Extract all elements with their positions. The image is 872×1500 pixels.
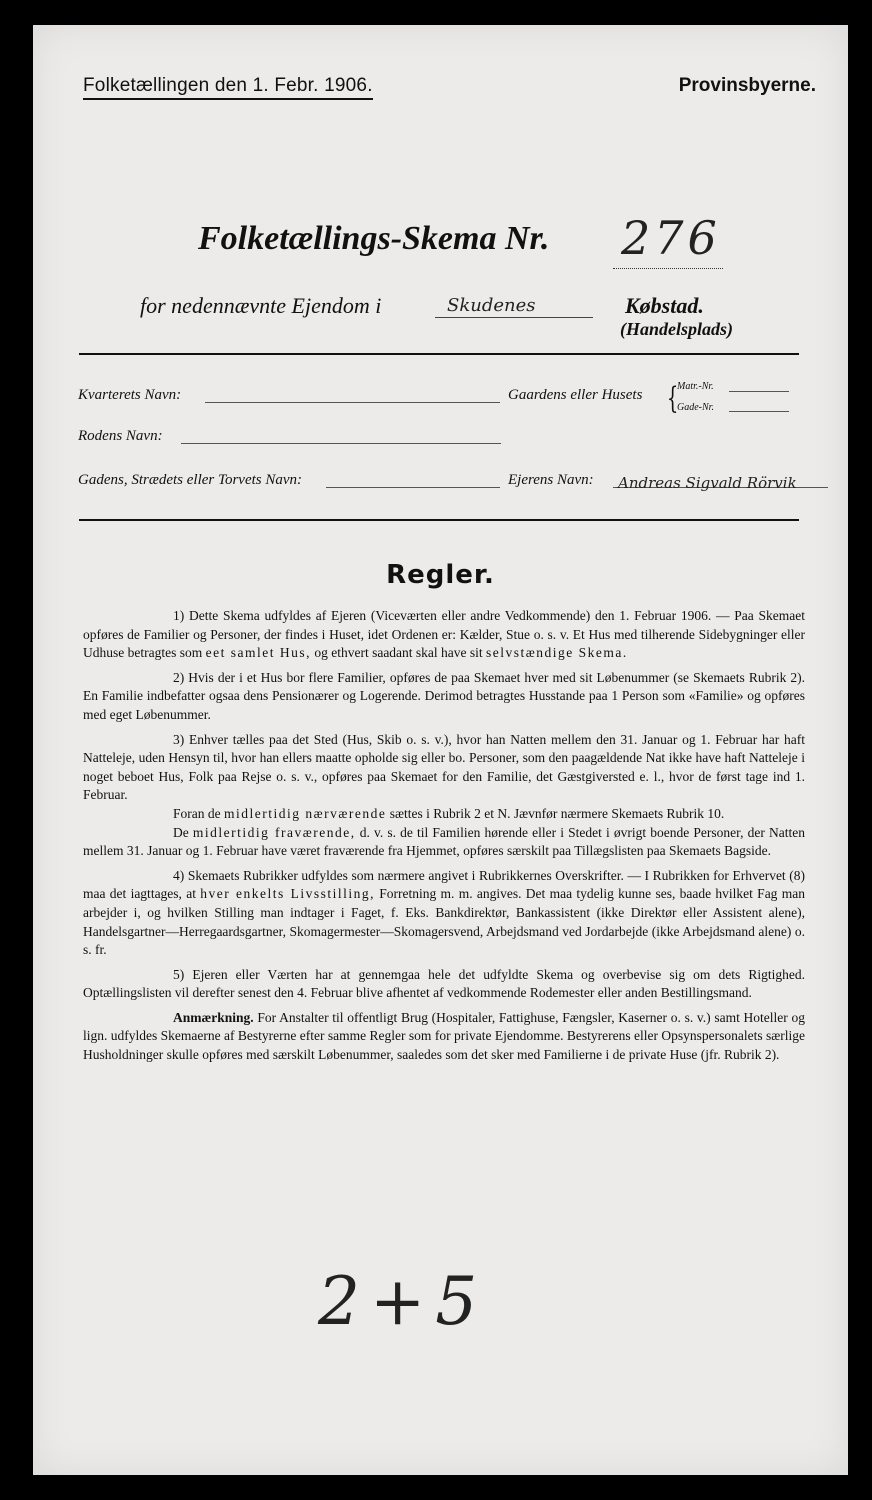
number-field-line	[613, 268, 723, 269]
top-divider	[79, 353, 799, 355]
subtitle-prefix: for nedennævnte Ejendom i	[140, 293, 382, 318]
handwritten-owner-name: Andreas Sigvald Rörvik	[618, 474, 797, 492]
rule-4-emph: hver enkelts Livsstilling,	[200, 886, 375, 902]
kvarter-label: Kvarterets Navn:	[78, 387, 182, 403]
handelsplads-label: (Handelsplads)	[620, 319, 734, 339]
gade-nr-label: Gade-Nr.	[677, 402, 714, 413]
matr-field	[729, 391, 789, 392]
handwritten-form-number: 276	[621, 211, 721, 265]
rule-4-text: 4) Skemaets Rubrikker udfyldes som nærmere angivet i Rubrikkernes Overskrifter. — I Rubrikken for Erhvervet (8) maa det iagttages, at	[83, 867, 805, 902]
form-title: Folketællings-Skema Nr.	[198, 220, 550, 257]
roden-field	[181, 443, 501, 444]
handwritten-town-name: Skudenes	[447, 295, 536, 316]
kobstad-label: Købstad.	[625, 293, 704, 318]
census-form-sheet	[33, 25, 848, 1475]
rule-3-midlertidig-fravaerende	[83, 824, 805, 861]
rule-3b-emph: midlertidig nærværende	[224, 805, 387, 821]
annotation-note	[83, 1009, 805, 1065]
rule-1	[83, 607, 805, 663]
rule-3c-text-2: d. v. s. de til Familien hørende eller i Stedet i øvrigt boende Personer, der Natten mellem 31. Januar og 1. Februar have været fraværende fra Hjemmet, opføres særskilt paa Tillægslisten paa Skemaets Bagside.	[83, 824, 805, 859]
annotation-label: Anmærkning.	[173, 1009, 254, 1025]
gade-nr-field	[729, 411, 789, 412]
rule-3-midlertidig-naervaerende	[83, 805, 805, 824]
rule-1-emph: eet samlet Hus,	[205, 645, 311, 661]
rule-1-emph-2: selvstændige Skema.	[486, 645, 628, 661]
gaard-label: Gaardens eller Husets	[508, 387, 643, 403]
region-header: Provinsbyerne.	[678, 75, 816, 96]
census-header-date: Folketællingen den 1. Febr. 1906.	[83, 75, 373, 100]
annotation-text: For Anstalter til offentligt Brug (Hospitaler, Fattighuse, Fængsler, Kaserner o. s. v.) samt Hoteller og lign. udfyldes Skemaerne af Bestyrerne efter samme Regler som for private Ejendomme. Bestyrerens eller Opsynspersonalets særlige Husholdninger skulle opføres med særskilt Løbenummer, saaledes som det sker med Familierne i de private Huse (jfr. Rubrik 2).	[83, 1009, 806, 1063]
kvarter-field	[205, 402, 500, 403]
rule-1-text: 1) Dette Skema udfyldes af Ejeren (Viceværten eller andre Vedkommende) den 1. Februar 1906. — Paa Skemaet opføres de Familier og Personer, der findes i Huset, idet Ordenen er: Kælder, Stue o. s. v. Et Hus med tilherende Sidebygninger eller Udhuse betragtes som	[83, 608, 805, 661]
town-field-line	[435, 317, 593, 318]
rule-1-text-2: og ethvert saadant skal have sit	[314, 645, 483, 661]
rule-2: 2) Hvis der i et Hus bor flere Familier, opføres de paa Skemaet hver med sit Løbenummer (se Skemaets Rubrik 2). En Familie indbefatter ogsaa dens Pensionærer og Logerende. Derimod betragtes Husstande paa 1 Person som «Familie» og opføres med eget Løbenummer.	[83, 669, 805, 722]
rule-4	[83, 867, 805, 960]
brace-icon: {	[666, 381, 679, 416]
rule-3b-text: Foran de	[173, 805, 221, 821]
rule-3c-emph: midlertidig fraværende,	[192, 824, 356, 840]
gaden-field	[326, 487, 500, 488]
roden-label: Rodens Navn:	[78, 428, 163, 444]
rule-5: 5) Ejeren eller Værten har at gennemgaa hele det udfyldte Skema og overbevise sig om dets Rigtighed. Optællingslisten vil derefter senest den 4. Februar blive afhentet af vedkommende Rodemester eller anden Bestillingsmand.	[83, 966, 805, 1001]
matr-label: Matr.-Nr.	[677, 381, 714, 392]
rule-3: 3) Enhver tælles paa det Sted (Hus, Skib o. s. v.), hvor han Natten mellem den 31. Januar og 1. Februar har haft Natteleje, uden Hensyn til, hvor han ellers maatte opholde sig eller bo. Personer, som den paagældende Nat ikke have haft Natteleje i noget beboet Hus, Folk paa Rejse o. s. v., opføres paa Skemaet for den Familie, det Gæstgiversted e. l., hvor de først tage ind 1. Februar.	[83, 731, 805, 803]
rule-3c-text: De	[173, 824, 189, 840]
rules-body	[83, 607, 805, 1071]
ejer-label: Ejerens Navn:	[508, 472, 594, 488]
rule-3b-text-2: sættes i Rubrik 2 et N. Jævnfør nærmere Skemaets Rubrik 10.	[389, 805, 725, 821]
gaden-label: Gadens, Strædets eller Torvets Navn:	[78, 472, 303, 488]
handwritten-footer-count: 2+5	[318, 1263, 488, 1340]
middle-divider	[79, 519, 799, 521]
rules-heading: Regler.	[386, 560, 495, 590]
rule-4-text-2: Forretning m. m. angives. Det maa tydelig kunne ses, baade hvilket Fag man arbejder i, og hvilken Stilling man indtager i Faget, f. Eks. Bankdirektør, Bankassistent (ikke Direktør eller Assistent alene), Handelsgartner—Herregaardsgartner, Skomagermester—Skomagersvend, Arbejdsmand ved Jordarbejde (ikke Arbejdsmand alene) o. s. fr.	[83, 886, 805, 958]
